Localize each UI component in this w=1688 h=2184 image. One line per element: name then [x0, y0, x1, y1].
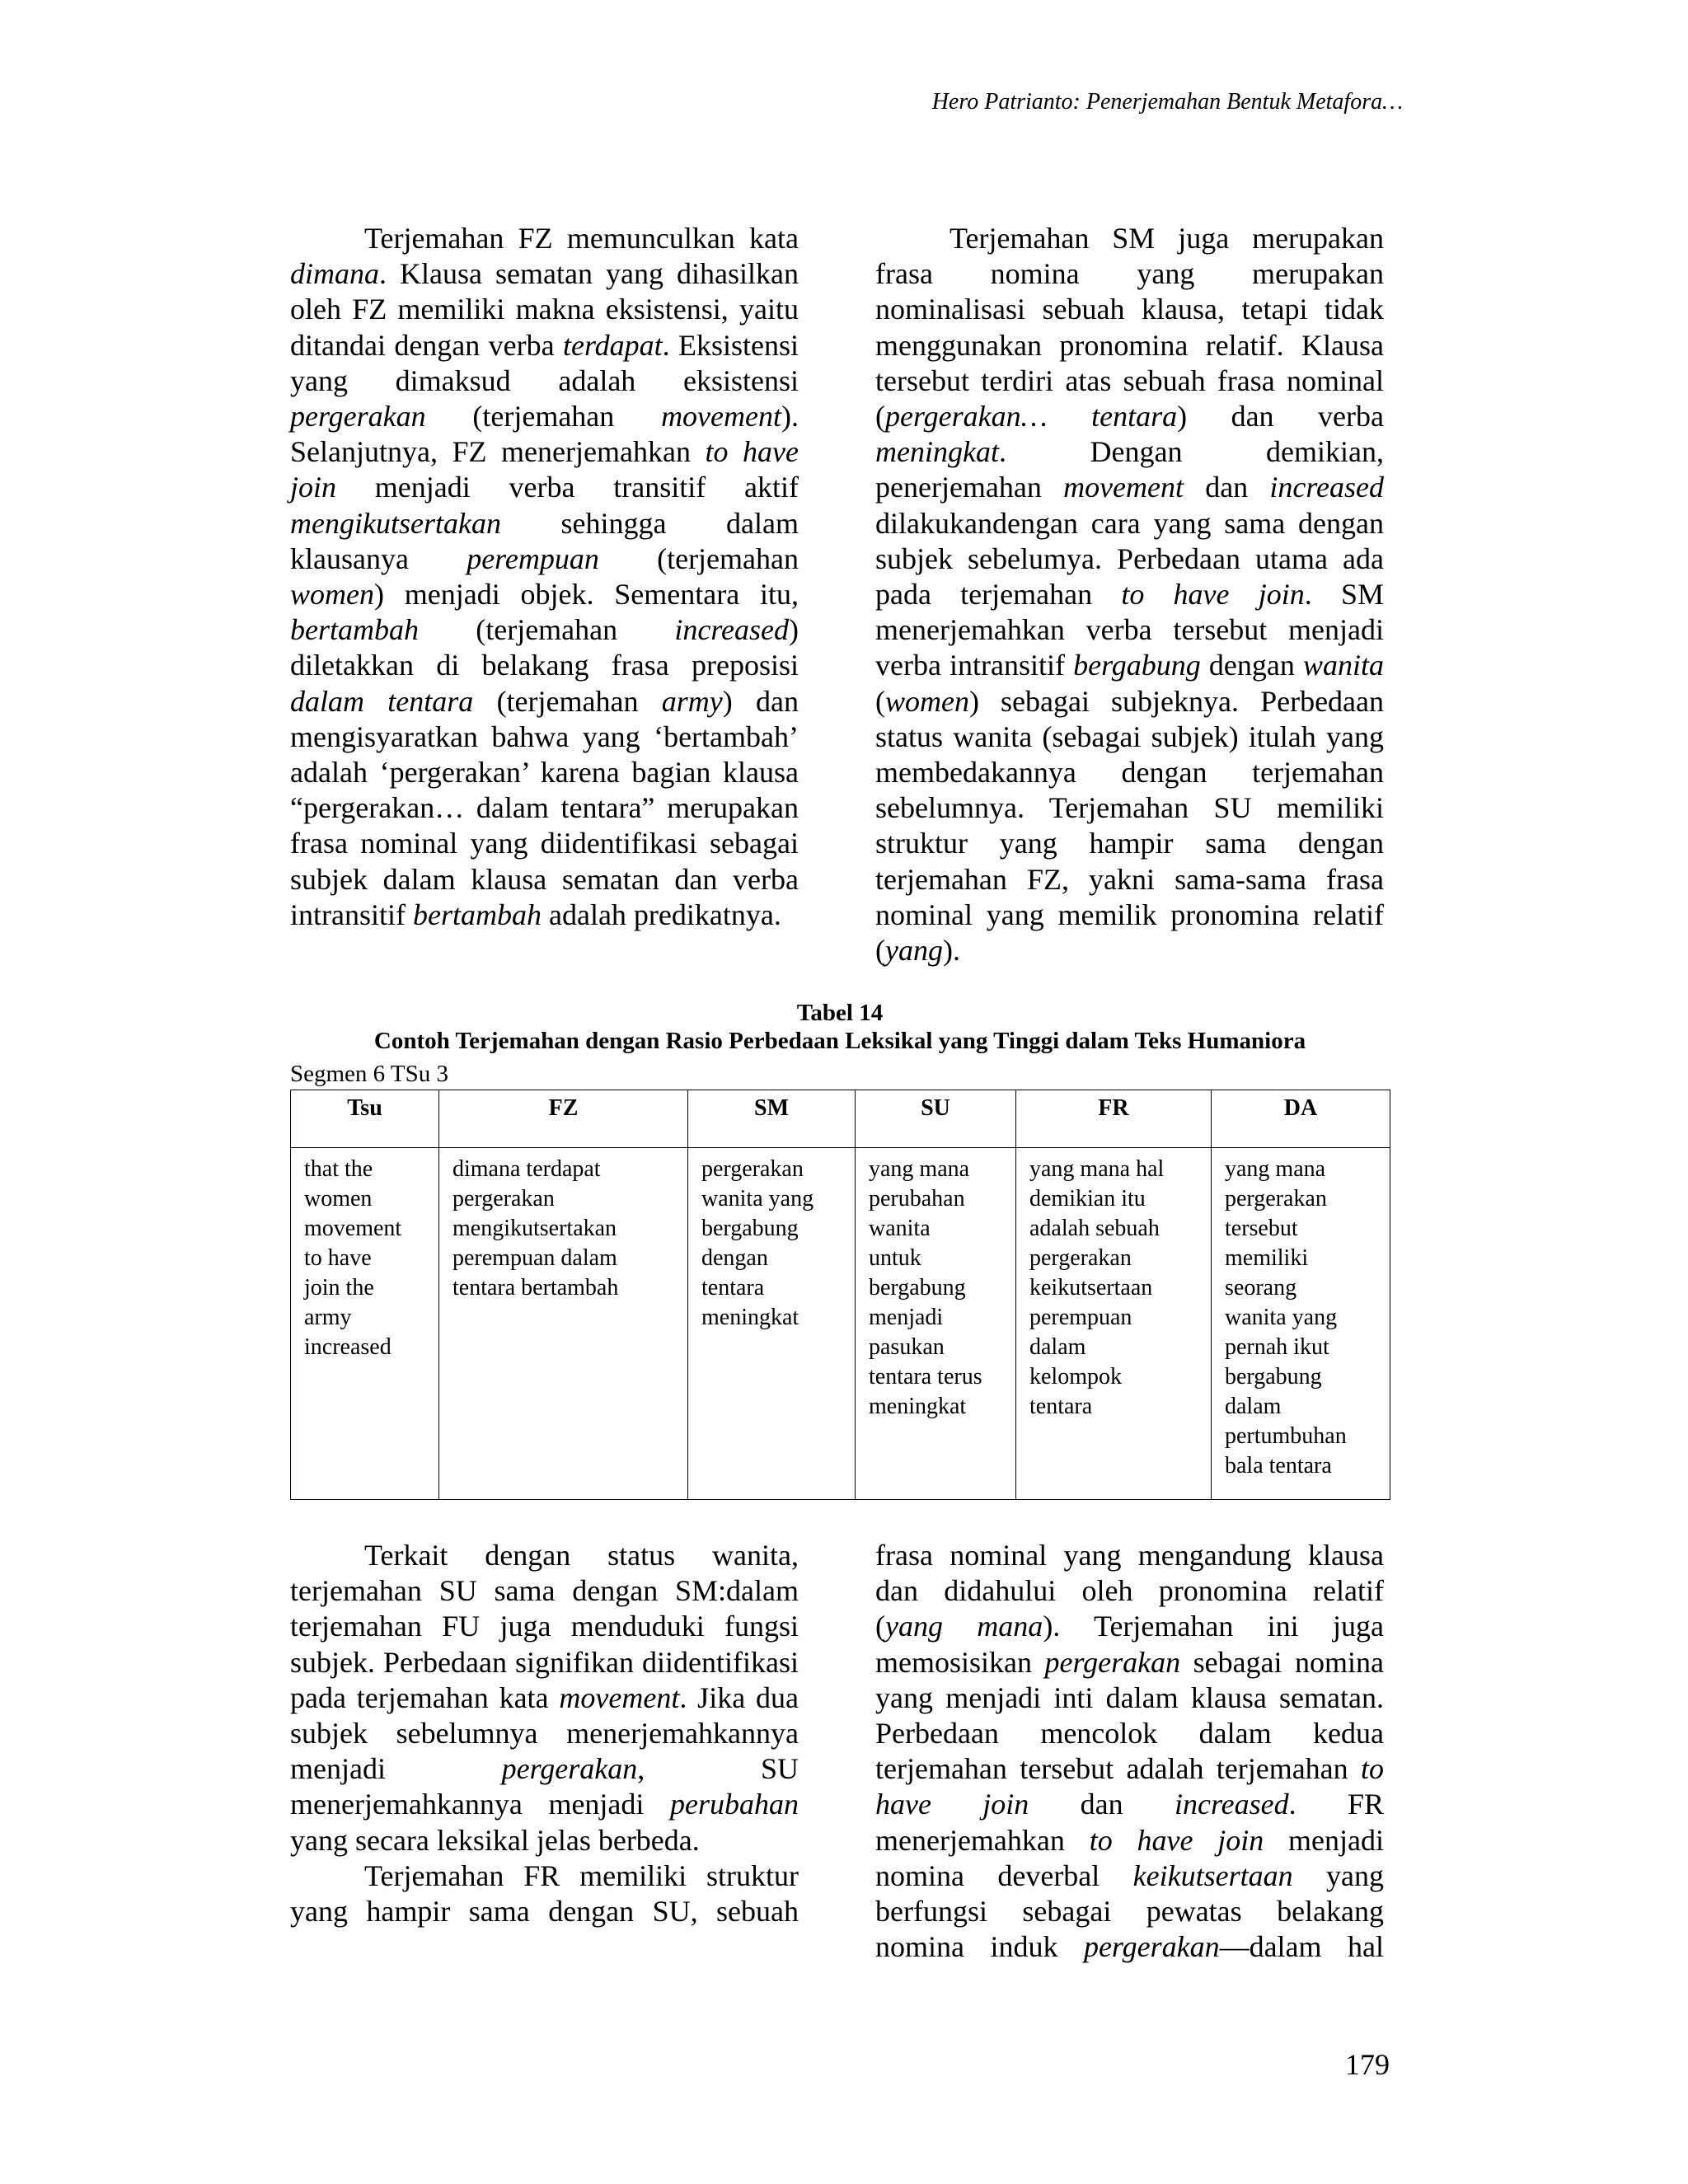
cell-tsu: that the women movement to have join the army increased — [291, 1148, 439, 1500]
header-fz: FZ — [439, 1090, 688, 1148]
table-caption — [290, 999, 1390, 1055]
running-header: Hero Patrianto: Penerjemahan Bentuk Metafora… — [931, 89, 1403, 115]
cell-fz: dimana terdapat pergerakan mengikutsertakan perempuan dalam tentara bertambah — [439, 1148, 688, 1500]
column-top-left — [290, 221, 799, 933]
paragraph: Terjemahan SM juga merupakan frasa nomina yang merupakan nominalisasi sebuah klausa, tetapi tidak menggunakan pronomina relatif. Klausa tersebut terdiri atas sebuah frasa nominal (pergerakan… tentara) dan verba meningkat. Dengan demikian, penerjemahan movement dan increased dilakukandengan cara yang sama dengan subjek sebelumya. Perbedaan utama ada pada terjemahan to have join. SM menerjemahkan verba tersebut menjadi verba intransitif bergabung dengan wanita (women) sebagai subjeknya. Perbedaan status wanita (sebagai subjek) itulah yang membedakannya dengan terjemahan sebelumnya. Terjemahan SU memiliki struktur yang hampir sama dengan terjemahan FZ, yakni sama-sama frasa nominal yang memilik pronomina relatif (yang). — [875, 222, 1385, 968]
header-da: DA — [1212, 1090, 1390, 1148]
column-bottom-left — [290, 1538, 799, 1929]
header-su: SU — [856, 1090, 1016, 1148]
page-number: 179 — [1345, 2048, 1390, 2081]
table-row — [291, 1148, 1390, 1500]
header-tsu: Tsu — [291, 1090, 439, 1148]
cell-sm: pergerakan wanita yang bergabung dengan tentara meningkat — [688, 1148, 856, 1500]
cell-su: yang mana perubahan wanita untuk bergabung menjadi pasukan tentara terus meningkat — [856, 1148, 1016, 1500]
table-header-row — [291, 1090, 1390, 1148]
table-title: Tabel 14 — [796, 1000, 884, 1026]
table-subtitle: Contoh Terjemahan dengan Rasio Perbedaan Leksikal yang Tinggi dalam Teks Humaniora — [373, 1028, 1306, 1054]
header-fr: FR — [1016, 1090, 1212, 1148]
paragraph: Terkait dengan status wanita, terjemahan SU sama dengan SM:dalam terjemahan FU juga menduduki fungsi subjek. Perbedaan signifikan diidentifikasi pada terjemahan kata movement. Jika dua subjek sebelumnya menerjemahkannya menjadi pergerakan, SU menerjemahkannya menjadi perubahan yang secara leksikal jelas berbeda. — [290, 1539, 799, 1857]
cell-da: yang mana pergerakan tersebut memiliki seorang wanita yang pernah ikut bergabung dalam pertumbuhan bala tentara — [1212, 1148, 1390, 1500]
paragraph: Terjemahan FR memiliki struktur yang hampir sama dengan SU, sebuah — [290, 1858, 799, 1929]
header-sm: SM — [688, 1090, 856, 1148]
paragraph: frasa nominal yang mengandung klausa dan didahului oleh pronomina relatif (yang mana). Terjemahan ini juga memosisikan pergerakan sebagai nomina yang menjadi inti dalam klausa sematan. Perbedaan mencolok dalam kedua terjemahan tersebut adalah terjemahan to have join dan increased. FR menerjemahkan to have join menjadi nomina deverbal keikutsertaan yang berfungsi sebagai pewatas belakang nomina induk pergerakan—dalam hal — [875, 1539, 1385, 1964]
translation-table — [290, 1090, 1390, 1500]
column-top-right — [875, 221, 1384, 968]
column-bottom-right — [875, 1538, 1384, 1965]
paragraph: Terjemahan FZ memunculkan kata dimana. Klausa sematan yang dihasilkan oleh FZ memiliki makna eksistensi, yaitu ditandai dengan verba terdapat. Eksistensi yang dimaksud adalah eksistensi pergerakan (terjemahan movement). Selanjutnya, FZ menerjemahkan to have join menjadi verba transitif aktif mengikutsertakan sehingga dalam klausanya perempuan (terjemahan women) menjadi objek. Sementara itu, bertambah (terjemahan increased) diletakkan di belakang frasa preposisi dalam tentara (terjemahan army) dan mengisyaratkan bahwa yang ‘bertambah’ adalah ‘pergerakan’ karena bagian klausa “pergerakan… dalam tentara” merupakan frasa nominal yang diidentifikasi sebagai subjek dalam klausa sematan dan verba intransitif bertambah adalah predikatnya. — [290, 222, 799, 931]
table-segment-label: Segmen 6 TSu 3 — [290, 1061, 448, 1087]
cell-fr: yang mana hal demikian itu adalah sebuah pergerakan keikutsertaan perempuan dalam kelompok tentara — [1016, 1148, 1212, 1500]
